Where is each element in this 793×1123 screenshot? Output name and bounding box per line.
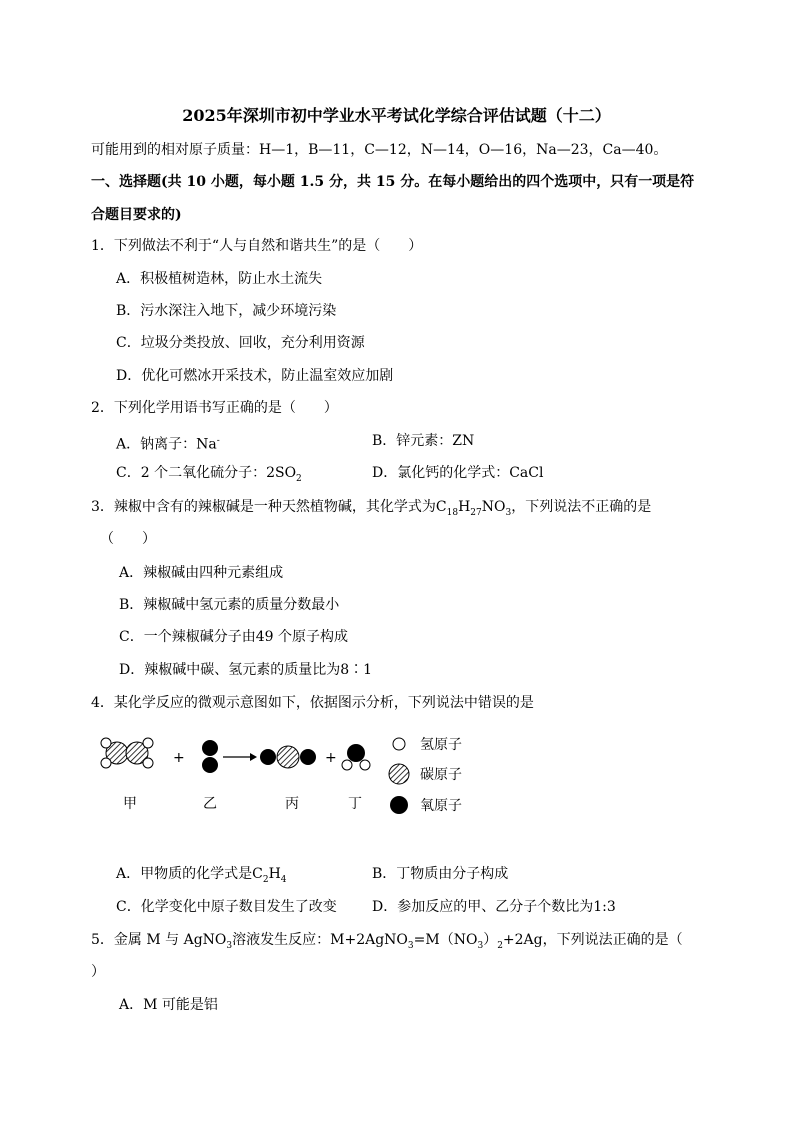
q4-option-a-sub2: 4 (280, 874, 287, 885)
q3-formula-o-count: 3 (505, 507, 512, 518)
q4-option-a-text: A．甲物质的化学式是C (116, 866, 263, 882)
plus-sign-1: + (173, 750, 185, 766)
q3-stem-pre: 3．辣椒中含有的辣椒碱是一种天然植物碱，其化学式为C (91, 499, 447, 515)
q5-sub-3: 3 (477, 940, 484, 951)
q3-option-b: B．辣椒碱中氢元素的质量分数最小 (119, 597, 340, 613)
q2-stem: 2．下列化学用语书写正确的是（ ） (91, 400, 338, 416)
reaction-diagram (90, 728, 490, 828)
q2-option-a-charge: - (216, 436, 220, 446)
molecule-jia (101, 738, 153, 768)
q3-formula-h-count: 27 (470, 507, 482, 518)
q3-option-c: C．一个辣椒碱分子由49 个原子构成 (119, 629, 348, 645)
q4-option-a-h: H (268, 866, 281, 882)
q5-sub-1: 3 (226, 940, 233, 951)
q3-formula-h: H (458, 499, 471, 515)
q1-option-a: A．积极植树造林，防止水土流失 (116, 271, 323, 287)
q2-option-c-sub: 2 (296, 473, 302, 484)
molecule-bing (260, 746, 316, 768)
molecule-yi (202, 740, 218, 773)
plus-sign-2: + (325, 750, 337, 766)
q1-stem: 1．下列做法不利于“人与自然和谐共生”的是（ ） (91, 238, 423, 254)
reaction-arrow (223, 753, 257, 761)
q4-option-c: C．化学变化中原子数目发生了改变 (116, 899, 337, 915)
q3-formula-c-count: 18 (446, 507, 459, 518)
q2-option-a-text: A．钠离子：Na (116, 436, 217, 453)
q5-stem-mid3: ） (483, 932, 498, 948)
q3-stem-post: ，下列说法不正确的是 (511, 499, 652, 515)
legend-oxygen-label: 氧原子 (420, 798, 462, 814)
label-jia: 甲 (123, 796, 137, 812)
q1-option-d: D．优化可燃冰开采技术，防止温室效应加剧 (116, 368, 394, 384)
q5-stem-pre: 5．金属 M 与 AgNO (91, 932, 227, 948)
q4-option-a-sub1: 2 (262, 874, 269, 885)
q5-stem-mid2: =M（NO (413, 932, 478, 948)
q3-option-a: A．辣椒碱由四种元素组成 (119, 565, 284, 581)
q5-option-a: A．M 可能是铝 (119, 997, 218, 1013)
q4-stem: 4．某化学反应的微观示意图如下，依据图示分析，下列说法中错误的是 (91, 695, 534, 711)
q2-option-a (116, 432, 220, 454)
label-bing: 丙 (285, 796, 299, 812)
legend-hydrogen-label: 氢原子 (420, 737, 462, 753)
q5-sub-2: 3 (407, 940, 414, 951)
q4-option-a (116, 865, 287, 889)
legend-carbon-label: 碳原子 (420, 767, 462, 783)
q4-option-b: B．丁物质由分子构成 (372, 866, 509, 882)
q1-option-b: B．污水深注入地下，减少环境污染 (116, 303, 337, 319)
legend-carbon-symbol (389, 764, 409, 784)
q5-stem-post: +2Ag，下列说法正确的是（ (502, 932, 683, 948)
q3-stem-paren: （ ） (100, 531, 156, 547)
label-yi: 乙 (203, 796, 217, 812)
q2-option-b: B．锌元素：ZN (372, 433, 475, 449)
legend-oxygen-symbol (390, 796, 408, 814)
label-ding: 丁 (348, 796, 362, 812)
legend-hydrogen-symbol (393, 738, 405, 750)
page-title: 2025年深圳市初中学业水平考试化学综合评估试题（十二） (182, 106, 611, 125)
section-heading: 一、选择题(共 10 小题，每小题 1.5 分，共 15 分。在每小题给出的四个选项中，只有一项是符 (91, 174, 695, 190)
q5-stem-mid: 溶液发生反应：M+2AgNO (232, 932, 408, 948)
section-heading-cont: 合题目要求的) (91, 207, 182, 223)
q5-stem (91, 931, 683, 955)
q1-option-c: C．垃圾分类投放、回收，充分利用资源 (116, 335, 365, 351)
diagram-legend (389, 737, 462, 814)
q4-option-d: D．参加反应的甲、乙分子个数比为1:3 (372, 899, 616, 915)
atomic-masses-note: 可能用到的相对原子质量：H—1，B—11，C—12，N—14，O—16，Na—23，Ca—40。 (91, 142, 668, 158)
q5-sub-4: 2 (497, 940, 503, 951)
q2-option-c-text: C．2 个二氧化硫分子：2SO (116, 465, 297, 481)
q2-option-d: D．氯化钙的化学式：CaCl (372, 465, 544, 481)
q3-option-d: D．辣椒碱中碳、氢元素的质量比为8∶1 (119, 662, 373, 678)
molecule-ding (342, 744, 370, 770)
q3-stem (91, 498, 651, 522)
q2-option-c (116, 464, 302, 488)
q5-stem-close: ） (91, 964, 105, 980)
q3-formula-no: NO (481, 499, 506, 515)
